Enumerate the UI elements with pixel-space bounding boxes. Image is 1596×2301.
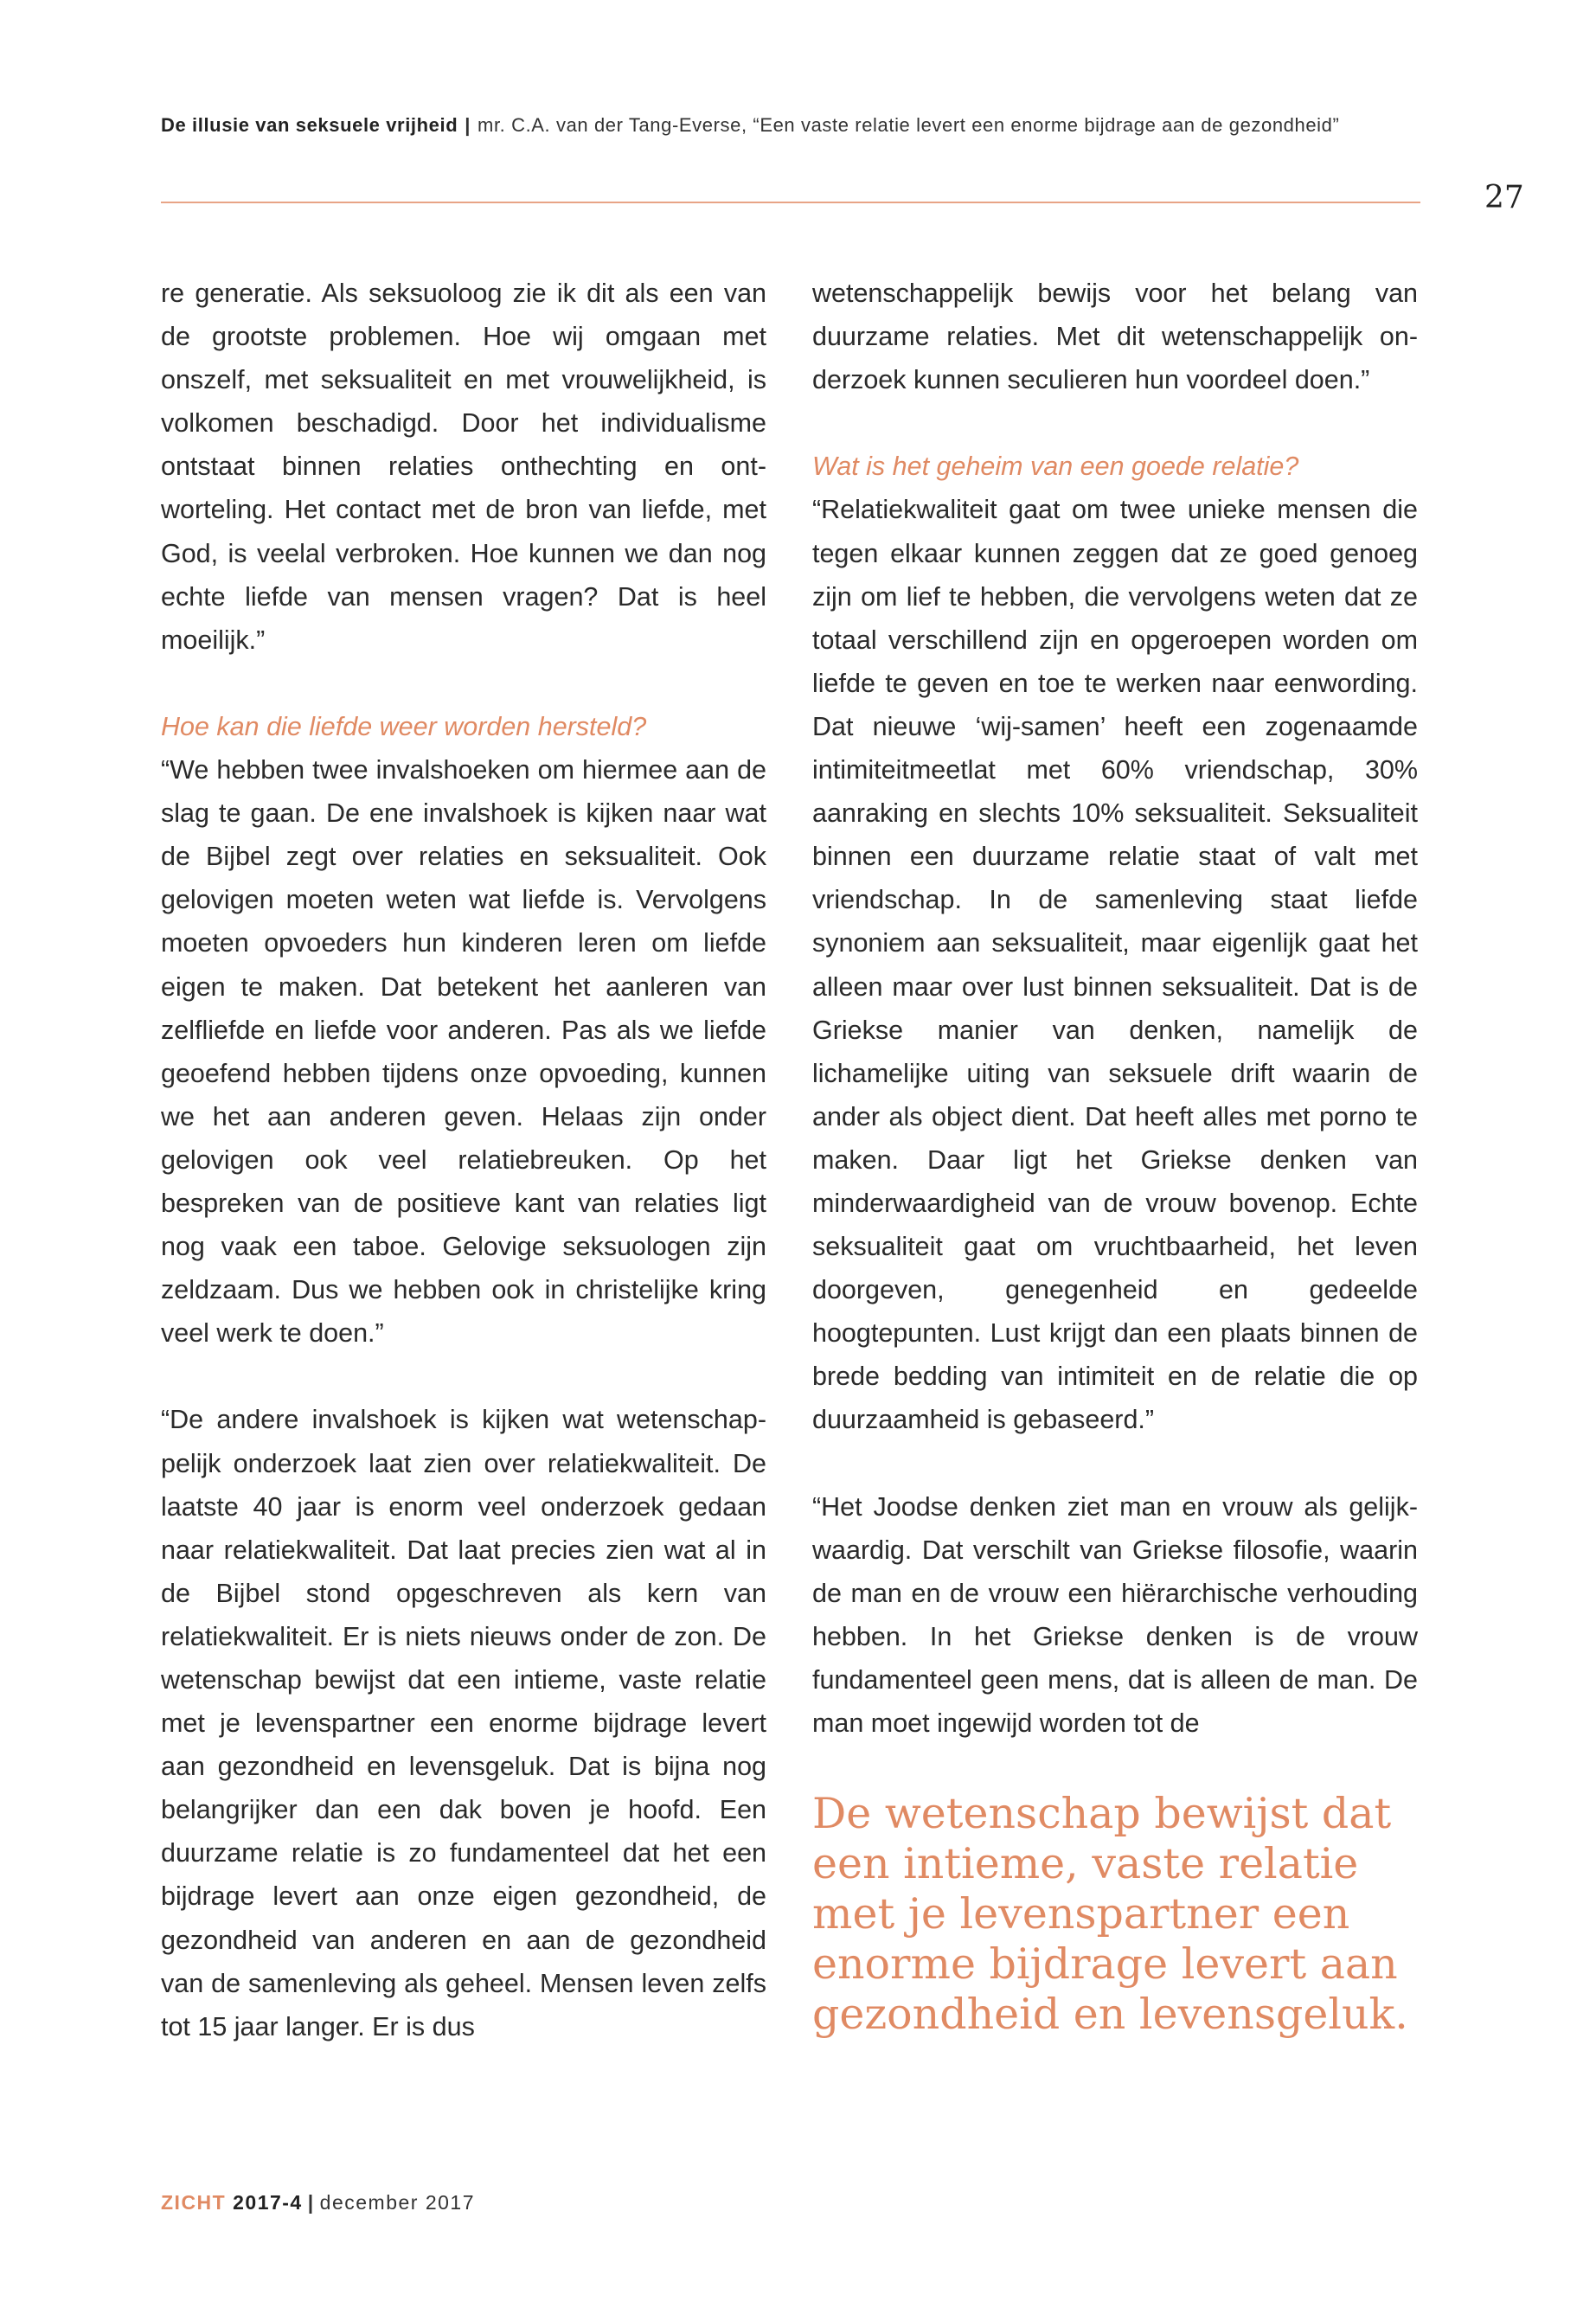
interview-question: Hoe kan die liefde weer worden hersteld? bbox=[161, 711, 647, 741]
interview-question: Wat is het geheim van een goede relatie? bbox=[812, 452, 1299, 482]
left-column bbox=[161, 272, 766, 2092]
paragraph: wetenschappelijk bewijs voor het belang van duurzame relaties. Met dit wetenschappelijk onderzoek kunnen seculieren hun voordeel doen.” bbox=[812, 279, 1418, 395]
paragraph: “Het Joodse denken ziet man en vrouw als gelijkwaardig. Dat verschilt van Griekse filosofie, waarin de man en de vrouw een hiërarchische verhouding hebben. In het Griekse denken is de vrouw fundamenteel geen mens, dat is alleen de man. De man moet ingewijd worden tot de bbox=[812, 1491, 1418, 1739]
pull-quote: De wetenschap bewijst dat een intieme, vaste relatie met je levenspartner een enorme bijdrage levert aan gezondheid en levensgeluk. bbox=[812, 1789, 1408, 2039]
header-separator: | bbox=[465, 114, 471, 136]
page-number: 27 bbox=[1484, 180, 1524, 215]
article-subtitle: mr. C.A. van der Tang-Everse, “Een vaste relatie levert een enorme bijdrage aan de gezondheid” bbox=[478, 114, 1340, 136]
paragraph: “Relatiekwaliteit gaat om twee unieke mensen die tegen elkaar kunnen zeggen dat ze goed genoeg zijn om lief te hebben, die vervolgens weten dat ze totaal verschillend zijn en opgeroepen worden om liefde te geven en toe te werken naar eenwording. Dat nieuwe ‘wij-samen’ heeft een zogenaamde intimiteitmeetlat met 60% vriendschap, 30% aanraking en slechts 10% seksualiteit. Seksualiteit binnen een duurzame relatie staat of valt met vriendschap. In de samenleving staat liefde synoniem aan seksualiteit, maar eigenlijk gaat het alleen maar over lust binnen seksualiteit. Dat is de Griekse manier van denken, namelijk de lichamelijke uiting van seksuele drift waarin de ander als object dient. Dat heeft alles met porno te maken. Daar ligt het Griekse denken van minderwaardigheid van de vrouw bovenop. Echte seksualiteit gaat om vruchtbaarheid, het leven doorgeven, genegenheid en gedeelde hoogtepunten. Lust krijgt dan een plaats binnen de brede bedding van intimiteit en de relatie die op duurzaamheid is gebaseerd.” bbox=[812, 495, 1418, 1435]
footer-separator: | bbox=[307, 2191, 315, 2214]
paragraph: “De andere invalshoek is kijken wat wetenschappelijk onderzoek laat zien over relatiekwaliteit. De laatste 40 jaar is enorm veel onderzoek gedaan naar relatiekwaliteit. Dat laat precies zien wat al in de Bijbel stond opgeschreven als kern van relatiekwaliteit. Er is niets nieuws onder de zon. De wetenschap bewijst dat een intieme, vaste relatie met je levenspartner een enorme bijdrage levert aan gezondheid en levensgeluk. Dat is bijna nog belangrijker dan een dak boven je hoofd. Een duurzame relatie is zo fundamenteel dat het een bijdrage levert aan onze eigen gezondheid, de gezondheid van anderen en aan de gezondheid van de samenleving als geheel. Mensen leven zelfs tot 15 jaar langer. Er is dus bbox=[161, 1405, 766, 2041]
running-header bbox=[161, 112, 1407, 138]
paragraph: “We hebben twee invalshoeken om hiermee aan de slag te gaan. De ene invalshoek is kijken naar wat de Bijbel zegt over relaties en seksualiteit. Ook gelovigen moeten weten wat liefde is. Vervolgens moeten opvoeders hun kinderen leren om liefde eigen te maken. Dat betekent het aanleren van zelfliefde en liefde voor anderen. Pas als we liefde geoefend hebben tijdens onze opvoeding, kunnen we het aan anderen geven. Helaas zijn onder gelovigen ook veel relatiebreuken. Op het bespreken van de positieve kant van relaties ligt nog vaak een taboe. Gelovige seksuologen zijn zeldzaam. Dus we hebben ook in christelijke kring veel werk te doen.” bbox=[161, 755, 766, 1349]
footer bbox=[161, 2191, 475, 2214]
series-title: De illusie van seksuele vrijheid bbox=[161, 114, 458, 136]
right-column bbox=[812, 272, 1418, 1788]
issue-number: 2017-4 bbox=[233, 2191, 303, 2214]
header-rule bbox=[161, 202, 1420, 203]
issue-date: december 2017 bbox=[319, 2191, 476, 2214]
magazine-name: ZICHT bbox=[161, 2191, 227, 2214]
paragraph: re generatie. Als seksuoloog zie ik dit als een van de grootste problemen. Hoe wij omgaan met onszelf, met seksualiteit en met vrouwelijkheid, is volkomen beschadigd. Door het individualisme ontstaat binnen relaties onthechting en ontworteling. Het contact met de bron van liefde, met God, is veelal verbroken. Hoe kunnen we dan nog echte liefde van mensen vragen? Dat is heel moeilijk.” bbox=[161, 279, 766, 655]
